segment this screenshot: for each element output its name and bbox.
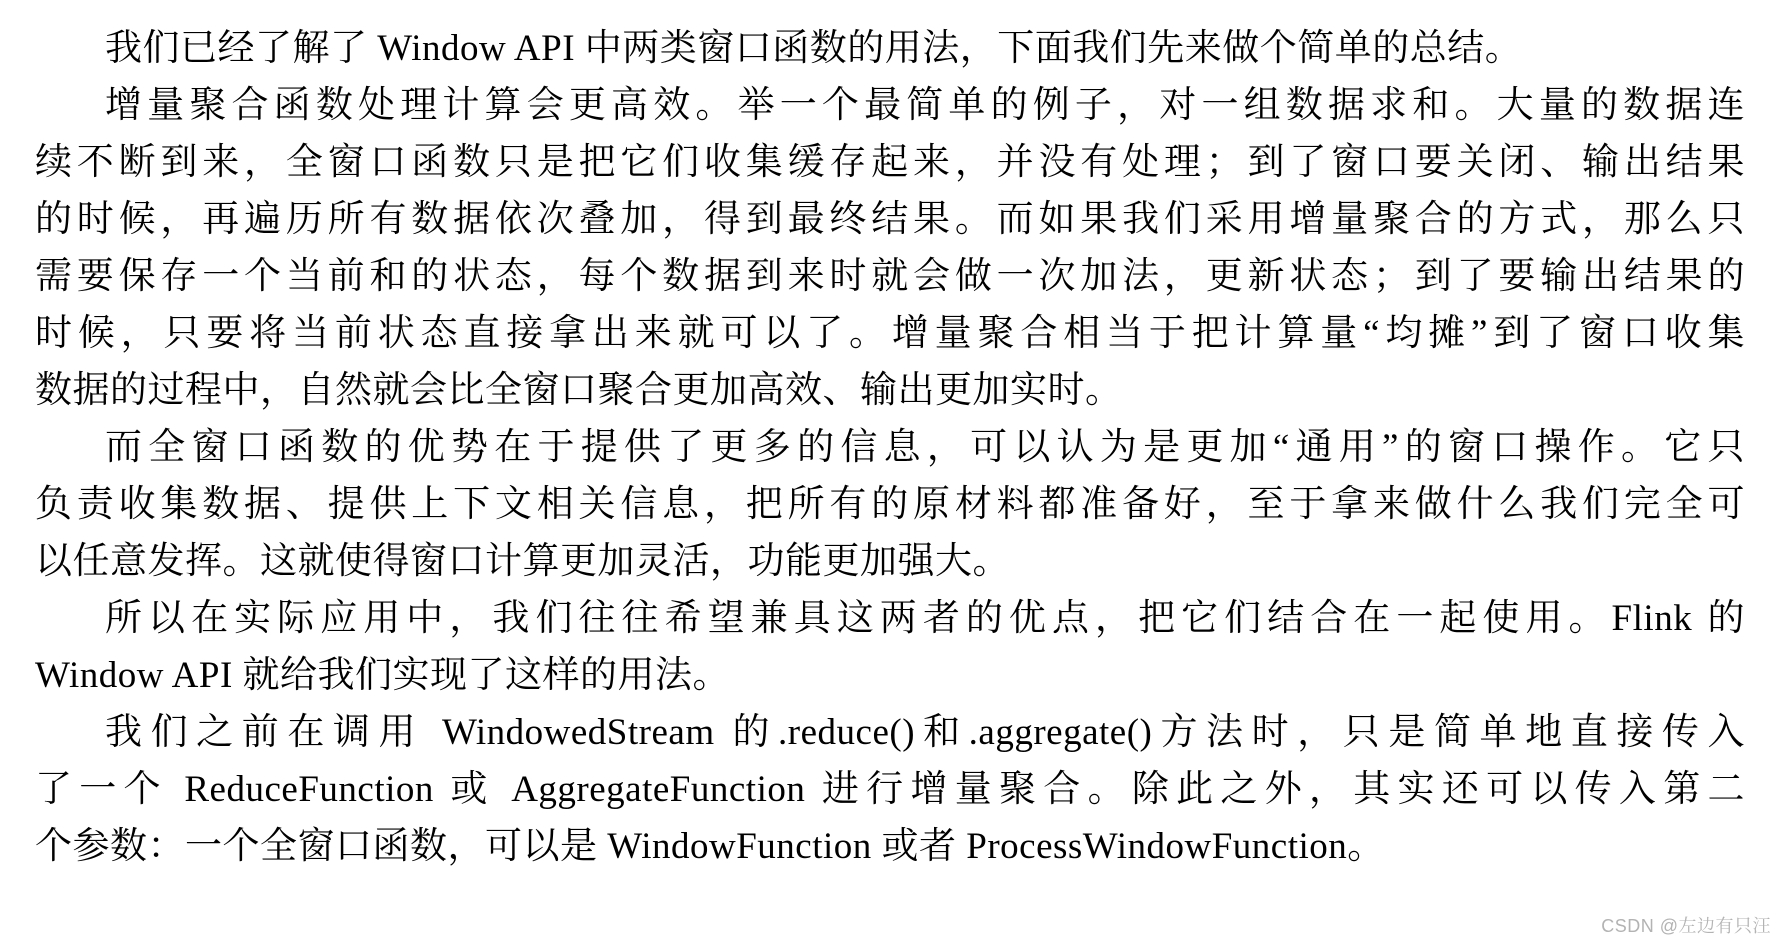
text-line: 所以在实际应用中，我们往往希望兼具这两者的优点，把它们结合在一起使用。Flink 的 bbox=[105, 598, 1745, 639]
text-line: 个参数：一个全窗口函数，可以是 WindowFunction 或者 ProcessWindowFunction。 bbox=[35, 826, 1385, 867]
text-line: 而全窗口函数的优势在于提供了更多的信息，可以认为是更加“通用”的窗口操作。它只 bbox=[105, 427, 1745, 468]
text-line: Window API 就给我们实现了这样的用法。 bbox=[35, 655, 731, 696]
text-line: 时候，只要将当前状态直接拿出来就可以了。增量聚合相当于把计算量“均摊”到了窗口收集 bbox=[35, 313, 1745, 354]
text-line: 的时候，再遍历所有数据依次叠加，得到最终结果。而如果我们采用增量聚合的方式，那么只 bbox=[35, 199, 1745, 240]
csdn-watermark: CSDN @左边有只汪 bbox=[1601, 916, 1771, 936]
text-line: 以任意发挥。这就使得窗口计算更加灵活，功能更加强大。 bbox=[35, 541, 1010, 582]
text-line: 了一个 ReduceFunction 或 AggregateFunction 进行增量聚合。除此之外，其实还可以传入第二 bbox=[35, 769, 1745, 810]
body-text bbox=[35, 20, 1745, 875]
text-line: 增量聚合函数处理计算会更高效。举一个最简单的例子，对一组数据求和。大量的数据连 bbox=[105, 85, 1745, 126]
text-line: 需要保存一个当前和的状态，每个数据到来时就会做一次加法，更新状态；到了要输出结果的 bbox=[35, 256, 1745, 297]
text-line: 我们已经了解了 Window API 中两类窗口函数的用法，下面我们先来做个简单的总结。 bbox=[105, 28, 1523, 69]
text-line: 负责收集数据、提供上下文相关信息，把所有的原材料都准备好，至于拿来做什么我们完全可 bbox=[35, 484, 1745, 525]
text-line: 数据的过程中，自然就会比全窗口聚合更加高效、输出更加实时。 bbox=[35, 370, 1123, 411]
text-line: 我们之前在调用 WindowedStream 的.reduce()和.aggregate()方法时，只是简单地直接传入 bbox=[105, 712, 1745, 753]
text-line: 续不断到来，全窗口函数只是把它们收集缓存起来，并没有处理；到了窗口要关闭、输出结果 bbox=[35, 142, 1745, 183]
